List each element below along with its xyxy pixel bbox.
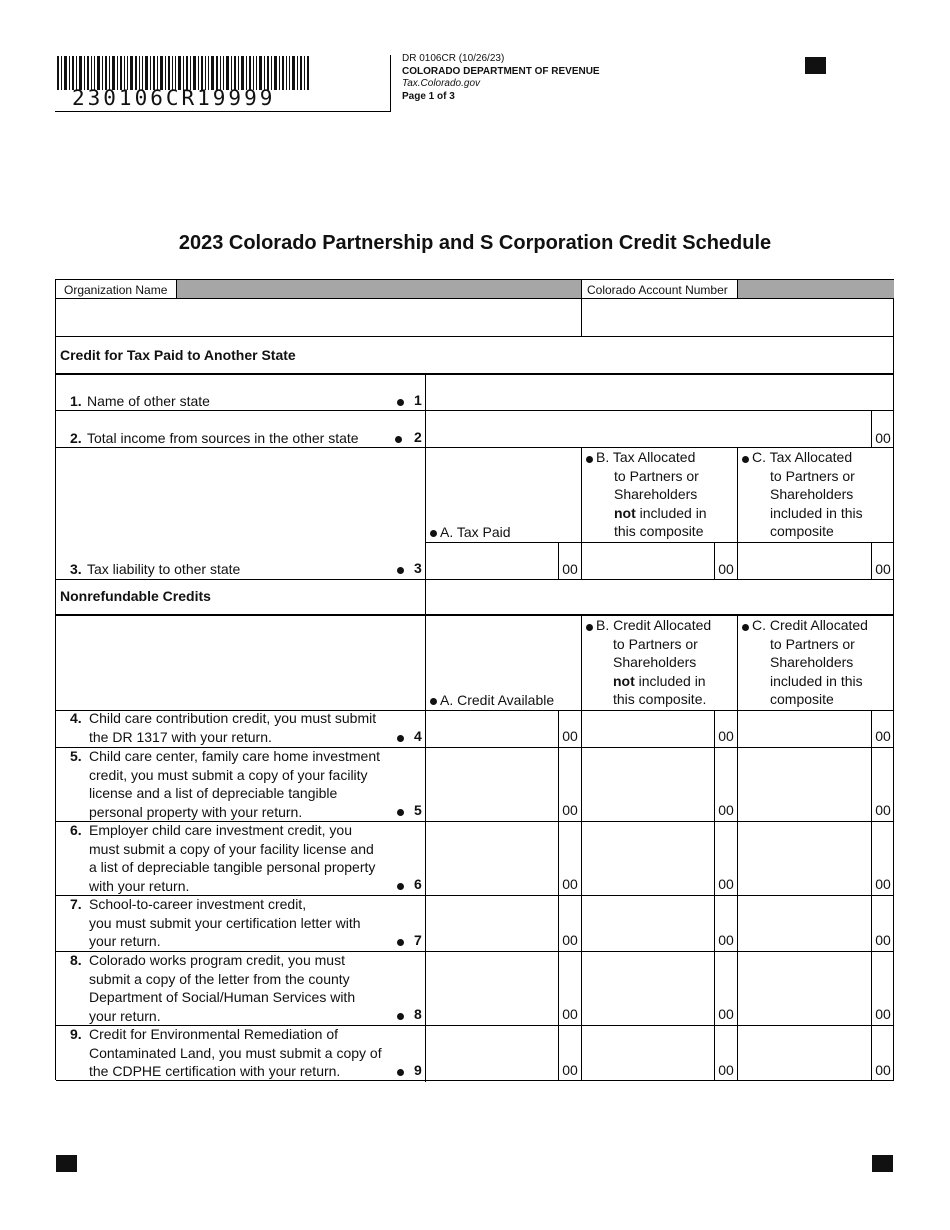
cents-4a: 00	[562, 728, 578, 744]
col-b-header: B. Credit Allocated to Partners or Shareholders not included in this composite.	[596, 617, 712, 707]
cents-5a: 00	[562, 802, 578, 818]
form-id: DR 0106CR (10/26/23)	[402, 53, 505, 64]
line-ref-8: 8	[414, 1006, 422, 1022]
bullet-icon	[397, 939, 404, 946]
bullet-icon	[397, 809, 404, 816]
cents-3a: 00	[562, 561, 578, 577]
line-ref-6: 6	[414, 876, 422, 892]
line-6b-input[interactable]	[583, 822, 713, 894]
org-name-input[interactable]	[57, 299, 580, 335]
section-heading-tax-paid: Credit for Tax Paid to Another State	[60, 347, 296, 363]
line-8c-input[interactable]	[739, 952, 870, 1024]
bullet-icon	[397, 883, 404, 890]
registration-mark	[872, 1155, 893, 1172]
line-2-input[interactable]	[427, 411, 870, 446]
cents-3b: 00	[718, 561, 734, 577]
cents-9c: 00	[875, 1062, 891, 1078]
page-number: Page 1 of 3	[402, 90, 455, 102]
col-a-header: A. Credit Available	[440, 692, 555, 708]
bullet-icon	[586, 456, 593, 463]
col-b-header: B. Tax Allocated to Partners or Shareholders not included in this composite	[596, 449, 707, 539]
bullet-icon	[397, 735, 404, 742]
line-3c-input[interactable]	[739, 543, 870, 578]
credit-schedule-form: Organization Name Colorado Account Number Credit for Tax Paid to Another State 1. Name of other state 1 2. Total income from sources in the other state 2 00 A. Tax Paid B. Tax Allocated to Partners or Shareholders not included in this composite C. Tax Allocated to Partners or Shareholders included in this composite 3. Tax liability to other state 3 00 00 00 Nonrefundable Credits A. Credit Available B. Credit Allocated to Partners or Shareholders not included in this composite. C. Credit Allocated to Partners or Shareholders included in this composite 4. Child care contribution credit, you must submit the DR 1317 with your return. 4 00 00 00 5. Child care center, family care home investment credit, you must submit a copy of your facility license and a list of depreciable tangible personal property with your return. 5 00 00 00 6. Employer child care investment credit, you must submit a copy of your facility license and a list of depreciable tangible personal property with your return. 6 00 00 00 7. School-to-career investment credit, you must submit your certification letter with your return. 7 00 00 00 8. Colorado works program credit, you must submit a copy of the letter from the county Department of Social/Human Services with your return. 8 00 00 00 9. Credit for Environmental Remediation of Contaminated Land, you must submit a copy of the CDPHE certification with your return. 9 00 00 00	[55, 279, 894, 1080]
col-a-header: A. Tax Paid	[440, 524, 511, 540]
cents-9a: 00	[562, 1062, 578, 1078]
barcode-number: 230106CR19999	[72, 86, 276, 110]
col-c-header: C. Tax Allocated to Partners or Shareholders included in this composite	[752, 449, 863, 539]
bullet-icon	[395, 436, 402, 443]
line-5a-input[interactable]	[427, 748, 557, 820]
line-6a-input[interactable]	[427, 822, 557, 894]
form-header	[402, 53, 600, 103]
barcode-underline	[55, 111, 391, 112]
line-8a-input[interactable]	[427, 952, 557, 1024]
line-4b-input[interactable]	[583, 711, 713, 746]
line-ref-1: 1	[414, 392, 422, 408]
page-title: 2023 Colorado Partnership and S Corporation Credit Schedule	[178, 232, 772, 254]
bullet-icon	[397, 567, 404, 574]
account-label-shade	[737, 280, 894, 298]
line-ref-3: 3	[414, 560, 422, 576]
bullet-icon	[397, 399, 404, 406]
department-name: COLORADO DEPARTMENT OF REVENUE	[402, 65, 600, 77]
line-9b-input[interactable]	[583, 1026, 713, 1080]
cents-6a: 00	[562, 876, 578, 892]
line-4a-input[interactable]	[427, 711, 557, 746]
line-9a-input[interactable]	[427, 1026, 557, 1080]
line-ref-7: 7	[414, 932, 422, 948]
line-7a-input[interactable]	[427, 896, 557, 950]
line-4c-input[interactable]	[739, 711, 870, 746]
line-ref-5: 5	[414, 802, 422, 818]
website: Tax.Colorado.gov	[402, 78, 481, 89]
cents-4b: 00	[718, 728, 734, 744]
cents-9b: 00	[718, 1062, 734, 1078]
cents-6c: 00	[875, 876, 891, 892]
line-5c-input[interactable]	[739, 748, 870, 820]
cents-8c: 00	[875, 1006, 891, 1022]
cents-5b: 00	[718, 802, 734, 818]
bullet-icon	[397, 1069, 404, 1076]
line-ref-9: 9	[414, 1062, 422, 1078]
line-ref-2: 2	[414, 429, 422, 445]
registration-mark	[56, 1155, 77, 1172]
cents-2: 00	[875, 430, 891, 446]
line-7b-input[interactable]	[583, 896, 713, 950]
account-number-label: Colorado Account Number	[587, 283, 728, 297]
line-9c-input[interactable]	[739, 1026, 870, 1080]
cents-7b: 00	[718, 932, 734, 948]
cents-7c: 00	[875, 932, 891, 948]
cents-3c: 00	[875, 561, 891, 577]
bullet-icon	[742, 456, 749, 463]
bullet-icon	[430, 698, 437, 705]
registration-mark	[805, 57, 826, 74]
bullet-icon	[742, 624, 749, 631]
line-5b-input[interactable]	[583, 748, 713, 820]
cents-4c: 00	[875, 728, 891, 744]
org-name-label: Organization Name	[64, 283, 168, 297]
org-name-label-shade	[176, 280, 582, 298]
cents-8a: 00	[562, 1006, 578, 1022]
line-1-input[interactable]	[427, 375, 893, 409]
cents-5c: 00	[875, 802, 891, 818]
line-7c-input[interactable]	[739, 896, 870, 950]
line-3b-input[interactable]	[583, 543, 713, 578]
line-6c-input[interactable]	[739, 822, 870, 894]
cents-7a: 00	[562, 932, 578, 948]
line-3a-input[interactable]	[427, 543, 557, 578]
line-8b-input[interactable]	[583, 952, 713, 1024]
section-heading-nonrefundable: Nonrefundable Credits	[60, 588, 211, 604]
header-divider	[390, 55, 391, 112]
barcode-image	[57, 56, 309, 90]
cents-6b: 00	[718, 876, 734, 892]
bullet-icon	[397, 1013, 404, 1020]
account-number-input[interactable]	[583, 299, 893, 335]
bullet-icon	[430, 530, 437, 537]
col-c-header: C. Credit Allocated to Partners or Shareholders included in this composite	[752, 617, 868, 707]
bullet-icon	[586, 624, 593, 631]
cents-8b: 00	[718, 1006, 734, 1022]
line-ref-4: 4	[414, 728, 422, 744]
